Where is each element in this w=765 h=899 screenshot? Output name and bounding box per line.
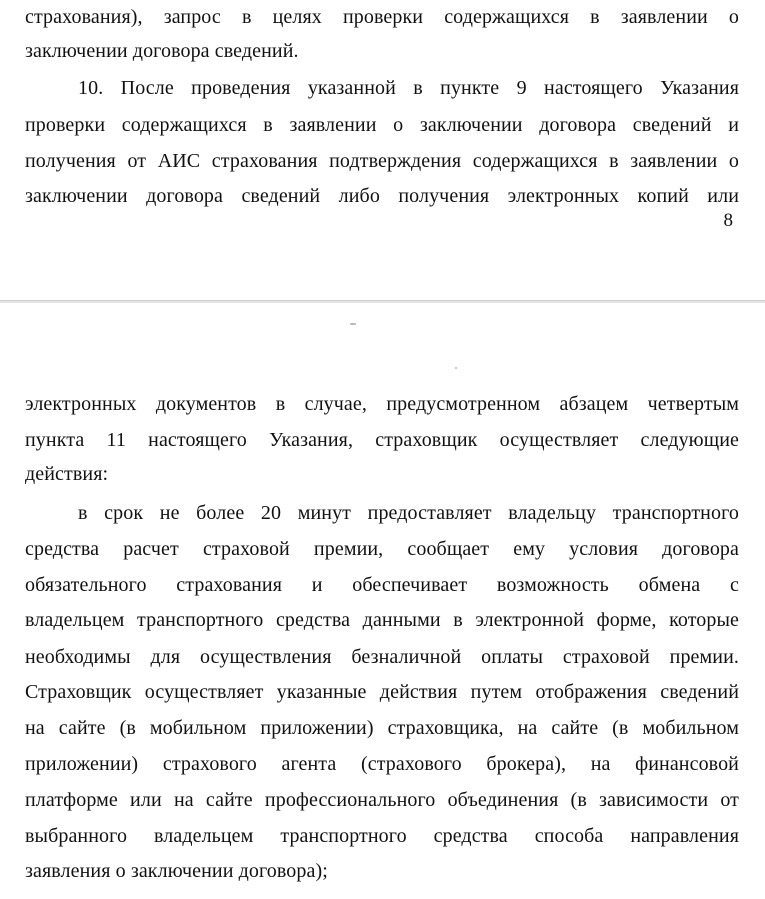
text-line: заключении договора сведений. [25,40,299,62]
paragraph-first-line: в срок не более 20 минут предоставляет владельцу транспортного [78,502,739,524]
scan-speck [455,367,457,369]
document-page-8 [0,0,765,300]
text-line: на сайте (в мобильном приложении) страховщика, на сайте (в мобильном [25,717,739,739]
text-line: заявления о заключении договора); [25,860,328,882]
text-line: пункта 11 настоящего Указания, страховщик осуществляет следующие [25,429,739,451]
document-page-9 [0,303,765,899]
text-line: страхования), запрос в целях проверки содержащихся в заявлении о [25,6,739,28]
text-line: приложении) страхового агента (страхового брокера), на финансовой [25,753,739,775]
text-line: действия: [25,463,109,485]
page-number: 8 [723,210,733,231]
text-line: обязательного страхования и обеспечивает возможность обмена с [25,574,739,596]
text-line: необходимы для осуществления безналичной оплаты страховой премии. [25,646,739,668]
text-line: владельцем транспортного средства данными в электронной форме, которые [25,609,739,631]
scan-speck [350,323,356,325]
text-line: электронных документов в случае, предусмотренном абзацем четвертым [25,393,739,415]
text-line: средства расчет страховой премии, сообщает ему условия договора [25,538,739,560]
text-line: платформе или на сайте профессионального объединения (в зависимости от [25,789,739,811]
text-line: проверки содержащихся в заявлении о заключении договора сведений и [25,114,739,136]
text-line: получения от АИС страхования подтверждения содержащихся в заявлении о [25,150,739,172]
paragraph-10-first-line: 10. После проведения указанной в пункте 9 настоящего Указания [78,77,739,99]
text-line: выбранного владельцем транспортного средства способа направления [25,825,739,847]
text-line: Страховщик осуществляет указанные действия путем отображения сведений [25,681,739,703]
text-line: заключении договора сведений либо получения электронных копий или [25,185,739,207]
